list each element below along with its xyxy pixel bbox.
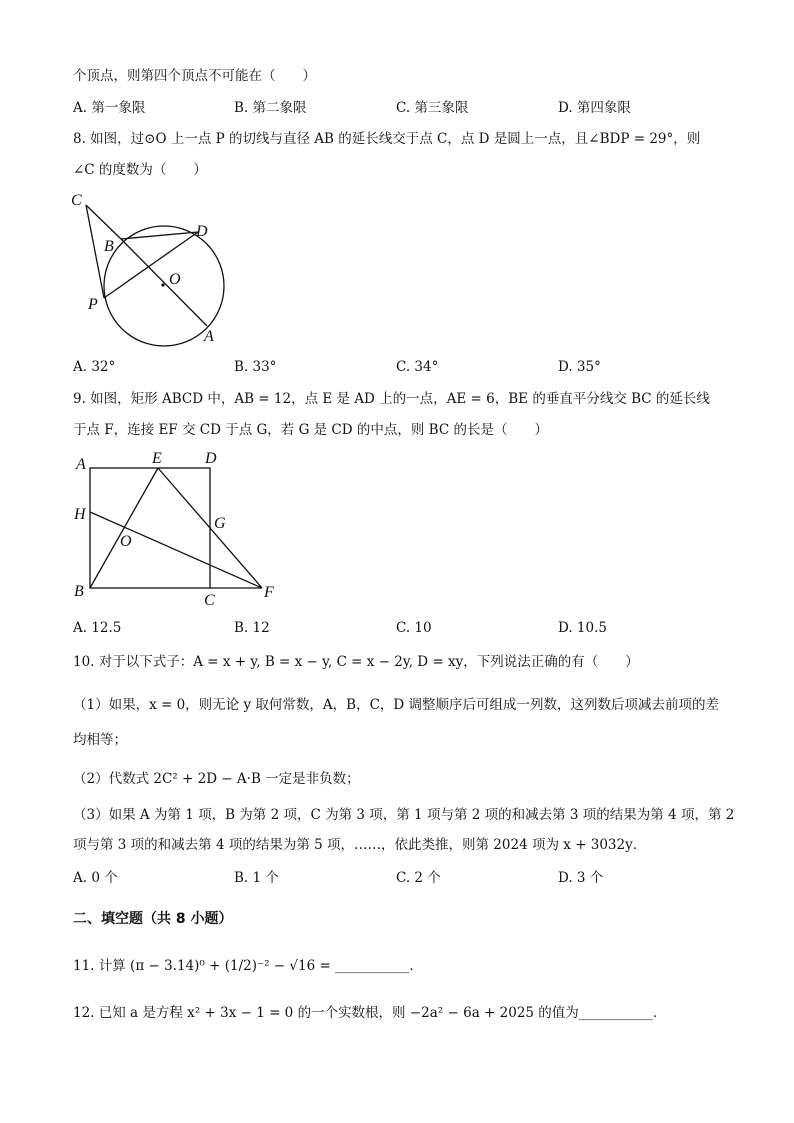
- q8-label-a: A: [204, 328, 214, 345]
- section-fill-in-heading: 二、填空题（共 8 小题）: [73, 911, 233, 927]
- q10-option-c: C. 2 个: [396, 870, 441, 886]
- q8-chord-pd: [104, 232, 198, 298]
- q7-stem-tail: 个顶点，则第四个顶点不可能在（ ）: [73, 68, 316, 84]
- q8-label-b: B: [104, 238, 114, 255]
- q10-stem: 10. 对于以下式子：A = x + y, B = x − y, C = x − 2y, D = xy，下列说法正确的有（ ）: [73, 654, 639, 670]
- q8-circle-figure: [66, 188, 236, 348]
- q8-stem-line1: 8. 如图，过⊙O 上一点 P 的切线与直径 AB 的延长线交于点 C，点 D 是圆上一点，且∠BDP = 29°，则: [73, 131, 701, 147]
- q11-text: 11. 计算 (π − 3.14)⁰ + (1/2)⁻² − √16 = ___________．: [73, 958, 423, 974]
- q8-option-a: A. 32°: [73, 359, 116, 375]
- q10-item1-line2: 均相等；: [73, 732, 127, 748]
- q10-item2: （2）代数式 2C² + 2D − A·B 一定是非负数；: [73, 771, 360, 787]
- q8-stem-line2: ∠C 的度数为（ ）: [73, 162, 207, 178]
- q7-option-a: A. 第一象限: [73, 100, 146, 116]
- q8-diameter-ba: [121, 239, 207, 326]
- q10-item3-line2: 项与第 3 项的和减去第 4 项的结果为第 5 项，……，依此类推，则第 2024 项为 x + 3032y．: [73, 837, 647, 853]
- q9-label-h: H: [74, 506, 86, 523]
- q7-option-b: B. 第二象限: [234, 100, 307, 116]
- q8-center-dot: [161, 283, 164, 286]
- q9-label-g: G: [214, 515, 226, 532]
- q9-label-d: D: [205, 450, 217, 467]
- q9-label-a: A: [76, 456, 86, 473]
- q9-option-d: D. 10.5: [558, 620, 607, 636]
- q9-label-b: B: [74, 583, 84, 600]
- q12-text: 12. 已知 a 是方程 x² + 3x − 1 = 0 的一个实数根，则 −2a² − 6a + 2025 的值为___________．: [73, 1005, 667, 1021]
- q10-item3-line1: （3）如果 A 为第 1 项，B 为第 2 项，C 为第 3 项，第 1 项与第 2 项的和减去第 3 项的结果为第 4 项，第 2: [73, 807, 735, 823]
- q10-option-d: D. 3 个: [558, 870, 604, 886]
- q8-label-p: P: [88, 296, 98, 313]
- q8-option-d: D. 35°: [558, 359, 601, 375]
- q9-segment-be: [90, 468, 158, 588]
- q8-label-d: D: [196, 223, 208, 240]
- q9-option-a: A. 12.5: [73, 620, 122, 636]
- q9-segment-hf: [90, 512, 262, 588]
- q9-label-f: F: [264, 584, 274, 601]
- q9-option-c: C. 10: [396, 620, 432, 636]
- q9-stem-line1: 9. 如图，矩形 ABCD 中，AB = 12，点 E 是 AD 上的一点，AE = 6，BE 的垂直平分线交 BC 的延长线: [73, 391, 710, 407]
- q9-option-b: B. 12: [234, 620, 270, 636]
- q9-label-e: E: [152, 450, 162, 467]
- q9-stem-line2: 于点 F，连接 EF 交 CD 于点 G，若 G 是 CD 的中点，则 BC 的长是（ ）: [73, 422, 548, 438]
- q10-option-b: B. 1 个: [234, 870, 279, 886]
- q7-option-c: C. 第三象限: [396, 100, 469, 116]
- q10-option-a: A. 0 个: [73, 870, 118, 886]
- q8-label-c: C: [71, 192, 82, 209]
- q8-option-b: B. 33°: [234, 359, 277, 375]
- q8-option-c: C. 34°: [396, 359, 439, 375]
- q8-tangent-cp: [86, 205, 104, 298]
- q8-label-o: O: [169, 271, 181, 288]
- q9-rectangle-figure: [66, 446, 286, 612]
- q10-item1-line1: （1）如果，x = 0，则无论 y 取何常数，A，B，C，D 调整顺序后可组成一列数，这列数后项减去前项的差: [73, 697, 720, 713]
- q9-rectangle-abcd: [90, 468, 210, 588]
- q9-label-o: O: [120, 533, 132, 550]
- q9-label-c: C: [204, 592, 215, 609]
- q7-option-d: D. 第四象限: [558, 100, 631, 116]
